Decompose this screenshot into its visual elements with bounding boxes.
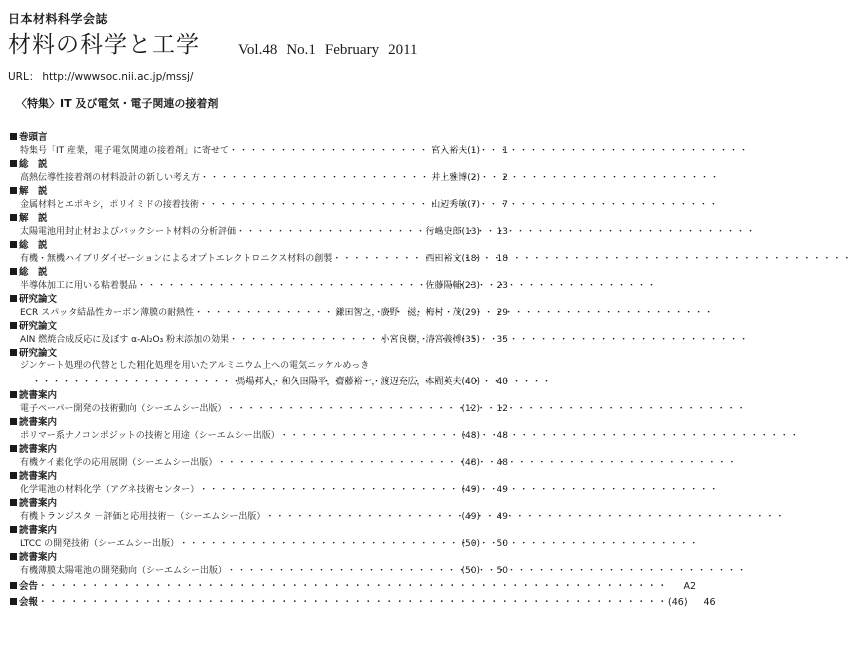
article-title: 有機ケイ素化学の応用展開（シーエムシー出版） bbox=[20, 458, 218, 468]
bullet-square-icon bbox=[10, 598, 17, 605]
article-title: 有機薄膜太陽電池の開発動向（シーエムシー出版） bbox=[20, 566, 228, 576]
toc-category: 読書案内 bbox=[10, 390, 508, 401]
article-title[interactable]: ジンケート処理の代替とした粗化処理を用いたアルミニウム上への電気ニッケルめっき bbox=[20, 361, 370, 371]
page-number: 46 bbox=[703, 597, 716, 608]
article-title: 半導体加工に用いる粘着製品 bbox=[20, 281, 138, 291]
toc-entry bbox=[10, 186, 508, 213]
leader-dots bbox=[227, 401, 462, 417]
page-number: 50 bbox=[496, 566, 508, 576]
article-authors: 鎌田智之，廣野 滋，梅村 茂 bbox=[335, 308, 462, 318]
bullet-square-icon bbox=[10, 553, 17, 560]
article-authors: 井上雅博 bbox=[431, 173, 468, 183]
bullet-square-icon bbox=[10, 445, 17, 452]
toc-entry bbox=[10, 240, 508, 267]
toc-entry bbox=[10, 390, 508, 417]
page-number: 18 bbox=[496, 254, 508, 264]
page-number: 2 bbox=[502, 173, 508, 183]
toc-category: 解 説 bbox=[10, 186, 508, 197]
page-ref: (23) bbox=[461, 281, 480, 291]
toc-row[interactable] bbox=[10, 428, 508, 444]
url-link[interactable]: http://wwwsoc.nii.ac.jp/mssj/ bbox=[42, 71, 194, 83]
toc-category: 会告 bbox=[10, 579, 38, 595]
toc-row[interactable] bbox=[10, 455, 508, 471]
page-ref: (35) bbox=[461, 335, 480, 345]
toc-category: 読書案内 bbox=[10, 444, 508, 455]
toc-category: 総 説 bbox=[10, 240, 508, 251]
toc-row[interactable] bbox=[10, 143, 508, 159]
page-number: 50 bbox=[496, 539, 508, 549]
leader-dots bbox=[10, 374, 237, 390]
volume: Vol.48 bbox=[238, 42, 278, 58]
toc-row[interactable] bbox=[10, 305, 508, 321]
article-authors: 西田裕文 bbox=[425, 254, 462, 264]
article-title: 特集号「IT 産業，電子電気関連の接着剤」に寄せて bbox=[20, 146, 230, 156]
bullet-square-icon bbox=[10, 391, 17, 398]
page-ref: (13) bbox=[461, 227, 480, 237]
toc-row[interactable] bbox=[10, 482, 508, 498]
toc-entry bbox=[10, 321, 508, 348]
leader-dots bbox=[200, 170, 431, 186]
page-number: 13 bbox=[496, 227, 508, 237]
leader-dots bbox=[199, 197, 431, 213]
article-title: 太陽電池用封止材およびバックシート材料の分析評価 bbox=[20, 227, 237, 237]
leader-dots bbox=[227, 563, 462, 579]
issue-month: February bbox=[324, 42, 380, 58]
toc-entry bbox=[10, 471, 508, 498]
article-title: ポリマー系ナノコンポジットの技術と用途（シーエムシー出版） bbox=[20, 431, 280, 441]
volume-info bbox=[238, 42, 427, 59]
toc-entry bbox=[10, 417, 508, 444]
leader-dots bbox=[280, 428, 462, 444]
article-authors: 小宮良樹，清宮義博 bbox=[380, 335, 462, 345]
article-title: ECR スパッタ結晶性カーボン薄膜の耐熱性 bbox=[20, 308, 195, 318]
leader-dots bbox=[38, 595, 668, 611]
toc-category: 解 説 bbox=[10, 213, 508, 224]
bullet-square-icon bbox=[10, 499, 17, 506]
page-number: 49 bbox=[496, 512, 508, 522]
toc-row[interactable] bbox=[10, 374, 508, 390]
toc-entry bbox=[10, 348, 508, 390]
toc-category: 巻頭言 bbox=[10, 132, 508, 143]
bullet-square-icon bbox=[10, 295, 17, 302]
page-ref: (18) bbox=[461, 254, 480, 264]
bullet-square-icon bbox=[10, 582, 17, 589]
page-number: 48 bbox=[496, 458, 508, 468]
bullet-square-icon bbox=[10, 133, 17, 140]
toc-entry bbox=[10, 444, 508, 471]
toc-row[interactable] bbox=[10, 278, 508, 294]
leader-dots bbox=[199, 482, 461, 498]
page-number: 48 bbox=[496, 431, 508, 441]
toc-row[interactable] bbox=[10, 536, 508, 552]
article-title: 高熱伝導性接着剤の材料設計の新しい考え方 bbox=[20, 173, 201, 183]
toc-row[interactable] bbox=[10, 170, 508, 186]
page-ref: (1) bbox=[467, 146, 480, 156]
toc-entry bbox=[10, 552, 508, 579]
bullet-square-icon bbox=[10, 268, 17, 275]
page-ref: (48) bbox=[461, 458, 480, 468]
toc-row[interactable] bbox=[10, 332, 508, 348]
bullet-square-icon bbox=[10, 349, 17, 356]
toc-entry bbox=[10, 213, 508, 240]
toc-category: 研究論文 bbox=[10, 348, 508, 359]
toc-category: 研究論文 bbox=[10, 321, 508, 332]
article-title: 有機・無機ハイブリダイゼーションによるオプトエレクトロニクス材料の創製 bbox=[20, 254, 333, 264]
toc-row[interactable] bbox=[10, 251, 508, 267]
toc-entry bbox=[10, 498, 508, 525]
toc-category: 読書案内 bbox=[10, 471, 508, 482]
page-ref: (7) bbox=[467, 200, 480, 210]
bullet-square-icon bbox=[10, 160, 17, 167]
leader-dots bbox=[236, 224, 425, 240]
page-ref: (29) bbox=[461, 308, 480, 318]
page-number: A2 bbox=[683, 581, 697, 592]
toc-category: 研究論文 bbox=[10, 294, 508, 305]
page-number: 1 bbox=[502, 146, 508, 156]
leader-dots bbox=[332, 251, 425, 267]
bullet-square-icon bbox=[10, 526, 17, 533]
toc-entry bbox=[10, 267, 508, 294]
toc-category: 読書案内 bbox=[10, 525, 508, 536]
toc-category: 読書案内 bbox=[10, 417, 508, 428]
page-number: 49 bbox=[496, 485, 508, 495]
toc-entry bbox=[10, 525, 508, 552]
page-ref: (46) bbox=[668, 597, 688, 608]
bullet-square-icon bbox=[10, 214, 17, 221]
leader-dots bbox=[229, 143, 431, 159]
toc-entry bbox=[10, 132, 508, 159]
page-ref: (49) bbox=[461, 512, 480, 522]
article-authors: 馬場邦人，和久田陽平，齋藤裕一，渡辺充広，本間英夫 bbox=[236, 377, 462, 387]
journal-url bbox=[8, 69, 193, 84]
table-of-contents bbox=[10, 132, 716, 611]
toc-category: 読書案内 bbox=[10, 552, 508, 563]
leader-dots bbox=[265, 509, 461, 525]
toc-row[interactable] bbox=[10, 563, 508, 579]
page-ref: (40) bbox=[461, 377, 480, 387]
bullet-square-icon bbox=[10, 418, 17, 425]
society-name: 日本材料科学会誌 bbox=[8, 12, 109, 26]
toc-category: 読書案内 bbox=[10, 498, 508, 509]
leader-dots bbox=[217, 455, 461, 471]
toc-entry bbox=[10, 294, 508, 321]
leader-dots bbox=[137, 278, 425, 294]
bullet-square-icon bbox=[10, 187, 17, 194]
article-title: 有機トランジスタ －評価と応用技術－（シーエムシー出版） bbox=[20, 512, 266, 522]
url-label: URL： bbox=[8, 71, 40, 83]
toc-row[interactable] bbox=[10, 401, 508, 417]
toc-category: 総 説 bbox=[10, 267, 508, 278]
page-number: 23 bbox=[496, 281, 508, 291]
page-number: 35 bbox=[496, 335, 508, 345]
toc-society-news[interactable] bbox=[10, 595, 716, 611]
article-title: 金属材料とエポキシ，ポリイミドの接着技術 bbox=[20, 200, 199, 210]
leader-dots bbox=[179, 536, 461, 552]
bullet-square-icon bbox=[10, 472, 17, 479]
page-number: 40 bbox=[496, 377, 508, 387]
page-number: 12 bbox=[496, 404, 508, 414]
article-authors: 宮入裕夫 bbox=[431, 146, 468, 156]
toc-category: 会報 bbox=[10, 595, 38, 611]
toc-entry bbox=[10, 159, 508, 186]
article-title: LTCC の開発技術（シーエムシー出版） bbox=[20, 539, 180, 549]
page-ref: (49) bbox=[461, 485, 480, 495]
article-authors: 佐藤陽輔 bbox=[425, 281, 462, 291]
issue-year: 2011 bbox=[388, 42, 418, 58]
article-title: 電子ペーパー開発の技術動向（シーエムシー出版） bbox=[20, 404, 227, 414]
page-number: 7 bbox=[502, 200, 508, 210]
article-authors: 山辺秀敏 bbox=[431, 200, 468, 210]
article-authors: 行嶋史郎 bbox=[425, 227, 462, 237]
leader-dots bbox=[194, 305, 335, 321]
leader-dots bbox=[229, 332, 380, 348]
bullet-square-icon bbox=[10, 322, 17, 329]
toc-row[interactable] bbox=[10, 197, 508, 213]
page-ref: (50) bbox=[461, 539, 480, 549]
bullet-square-icon bbox=[10, 241, 17, 248]
issue-number: No.1 bbox=[286, 42, 316, 58]
page-number: 29 bbox=[496, 308, 508, 318]
toc-row[interactable] bbox=[10, 509, 508, 525]
special-issue-title: 〈特集〉IT 及び電気・電子関連の接着剤 bbox=[16, 97, 219, 110]
toc-row[interactable] bbox=[10, 224, 508, 240]
article-title: 化学電池の材料化学（アグネ技術センター） bbox=[20, 485, 200, 495]
page-ref: (2) bbox=[467, 173, 480, 183]
page-ref: (50) bbox=[461, 566, 480, 576]
toc-category: 総 説 bbox=[10, 159, 508, 170]
article-title: AlN 燃焼合成反応に及ぼす α-Al₂O₃ 粉末添加の効果 bbox=[20, 335, 230, 345]
journal-title: 材料の科学と工学 bbox=[8, 32, 200, 58]
toc-announcements[interactable] bbox=[10, 579, 697, 595]
page-ref: (48) bbox=[461, 431, 480, 441]
leader-dots bbox=[38, 579, 668, 595]
page-ref: (12) bbox=[461, 404, 480, 414]
